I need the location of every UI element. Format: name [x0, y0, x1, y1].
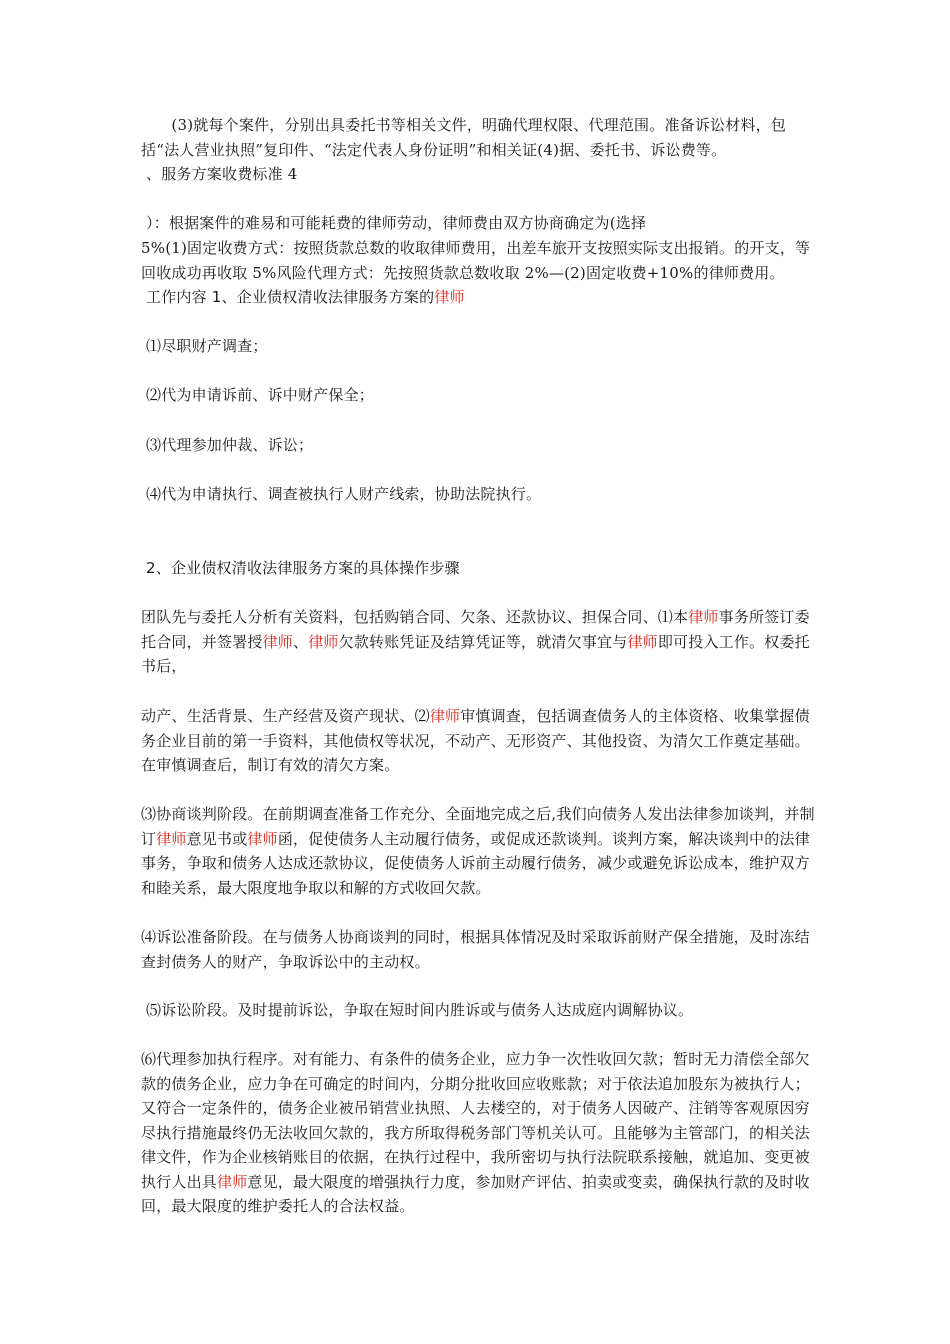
heading-text: 、服务方案收费标准 4: [146, 165, 298, 183]
paragraph-fee-methods: [141, 236, 821, 285]
list-item-due-diligence: [146, 334, 826, 359]
list-item-text: ⑷代为申请执行、调查被执行人财产线索，协助法院执行。: [146, 485, 542, 503]
paragraph-text: 欠款转账凭证及结算凭证等，就清欠事宜与: [338, 632, 628, 651]
paragraph-step-5: [146, 998, 826, 1023]
paragraph-text: ⑸诉讼阶段。及时提前诉讼，争取在短时间内胜诉或与债务人达成庭内调解协议。: [146, 1001, 694, 1019]
paragraph-text: ⑶协商谈判阶段。在前期调查准备工作充分、全面地完成之后,我们向债务人发出法律参加谈判，并制订: [141, 805, 815, 848]
heading-operation-steps: [146, 556, 826, 581]
highlighted-keyword: 律师: [262, 632, 294, 651]
paragraph-text: 、: [293, 632, 309, 651]
paragraph-step-1: [141, 605, 821, 679]
highlighted-keyword: 律师: [247, 829, 278, 848]
paragraph-text: 函，促使债务人主动履行债务，或促成还款谈判。谈判方案，解决谈判中的法律事务，争取和债务人达成还款协议，促使债务人诉前主动履行债务，减少或避免诉讼成本，维护双方和睦关系，最大限度地争取以和解的方式收回欠款。: [141, 829, 810, 897]
paragraph-text: 事务所签订委托合同，并签署授: [141, 608, 810, 651]
paragraph-text: ）：根据案件的难易和可能耗费的律师劳动，律师费由双方协商确定为(选择: [146, 214, 647, 232]
paragraph-text: ⑹代理参加执行程序。对有能力、有条件的债务企业，应力争一次性收回欠款；暂时无力清偿全部欠款的债务企业，应力争在可确定的时间内，分期分批收回应收账款；对于依法追加股东为被执行人；又符合一定条件的，债务企业被吊销营业执照、人去楼空的，对于债务人因破产、注销等客观原因穷尽执行措施最终仍无法收回欠款的，我方所取得税务部门等机关认可。且能够为主管部门，的相关法律文件，作为企业核销账目的依据，在执行过程中，我所密切与执行法院联系接触，就追加、变更被执行人出具: [141, 1050, 810, 1191]
paragraph-step-6: [141, 1047, 821, 1219]
heading-text: 2、企业债权清收法律服务方案的具体操作步骤: [146, 559, 460, 577]
highlighted-keyword: 律师: [429, 707, 461, 725]
paragraph-authorization-materials: [141, 113, 821, 162]
paragraph-step-2: [141, 704, 821, 778]
paragraph-text: 即可投入工作。权委托书后，: [141, 632, 810, 675]
list-item-property-preservation: [146, 383, 826, 408]
highlighted-keyword: 律师: [156, 829, 187, 848]
list-item-enforcement: [146, 482, 826, 507]
paragraph-text: (3)就每个案件，分别出具委托书等相关文件，明确代理权限、代理范围。准备诉讼材料，包括“法人营业执照”复印件、“法定代表人身份证明”和相关证(4)据、委托书、诉讼费等。: [141, 116, 787, 159]
paragraph-text: 意见书或: [186, 829, 248, 848]
list-item-arbitration: [146, 433, 826, 458]
paragraph-text: 5%(1)固定收费方式：按照货款总数的收取律师费用，出差车旅开支按照实际支出报销。的开支，等回收成功再收取 5%风险代理方式：先按照货款总数收取 2%—(2)固定收费+10%的律师费用。: [141, 239, 811, 282]
paragraph-step-4: [141, 925, 821, 974]
highlighted-keyword: 律师: [627, 632, 658, 651]
paragraph-fee-negotiation: [146, 211, 826, 236]
heading-fee-standard: [146, 162, 826, 187]
list-item-text: ⑴尽职财产调查；: [146, 337, 268, 355]
highlighted-keyword: 律师: [217, 1172, 248, 1191]
paragraph-step-3: [141, 802, 821, 900]
paragraph-text: ⑷诉讼准备阶段。在与债务人协商谈判的同时，根据具体情况及时采取诉前财产保全措施，及时冻结查封债务人的财产，争取诉讼中的主动权。: [141, 928, 810, 971]
heading-work-content: [146, 285, 826, 310]
list-item-text: ⑵代为申请诉前、诉中财产保全；: [146, 386, 375, 404]
highlighted-keyword: 律师: [308, 632, 339, 651]
paragraph-text: 团队先与委托人分析有关资料，包括购销合同、欠条、还款协议、担保合同、⑴本: [141, 608, 689, 626]
paragraph-text: 审慎调查，包括调查债务人的主体资格、收集掌握债务企业目前的第一手资料，其他债权等状况，不动产、无形资产、其他投资、为清欠工作奠定基础。在审慎调查后，制订有效的清欠方案。: [141, 707, 810, 774]
heading-text: 工作内容 1、企业债权清收法律服务方案的: [146, 288, 435, 306]
paragraph-text: 意见，最大限度的增强执行力度，参加财产评估、拍卖或变卖，确保执行款的及时收回，最大限度的维护委托人的合法权益。: [141, 1172, 810, 1215]
highlighted-keyword: 律师: [434, 288, 465, 306]
highlighted-keyword: 律师: [688, 608, 719, 626]
list-item-text: ⑶代理参加仲裁、诉讼；: [146, 436, 314, 454]
paragraph-text: 动产、生活背景、生产经营及资产现状、⑵: [141, 707, 430, 725]
